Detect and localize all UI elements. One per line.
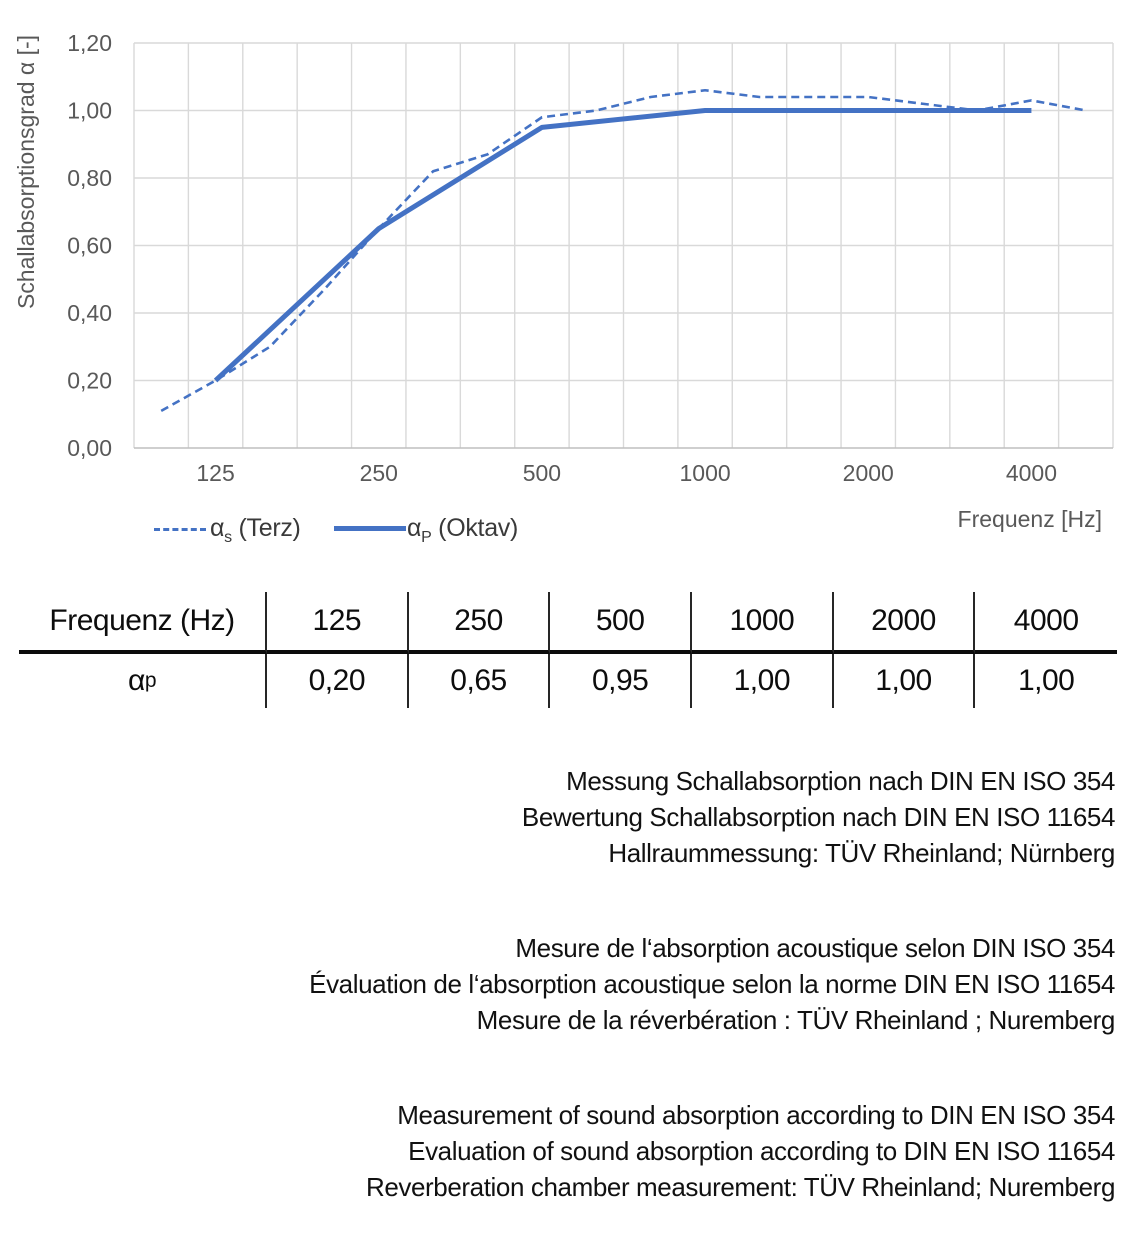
axis-tick-labels [67,30,1057,486]
chart-canvas [0,0,1135,560]
table-value-cell: 0,65 [409,654,551,708]
note-line: Évaluation de l‘absorption acoustique selon la norme DIN EN ISO 11654 [309,969,1115,999]
x-tick-label: 500 [522,460,562,486]
x-tick-label: 250 [359,460,398,486]
table-header-label: Frequenz (Hz) [19,592,267,654]
table-row-label: α p [19,654,267,708]
x-tick-label: 125 [196,460,235,486]
legend-sample-solid-line [334,526,406,531]
legend-label: $\alpha_s$ (Terz) [210,514,301,546]
legend-sample-dashed-line [154,528,206,531]
y-tick-label: 0,00 [67,435,112,461]
note-line: Messung Schallabsorption nach DIN EN ISO 354 [566,766,1115,796]
x-tick-label: 4000 [1005,460,1058,486]
note-block-en [20,1097,1115,1205]
y-tick-label: 1,00 [67,97,112,124]
x-tick-label: 1000 [679,460,731,486]
table-header-frequency: 4000 [975,592,1117,654]
notes [20,763,1115,1234]
note-block-de [20,763,1115,871]
table-header-frequency: 125 [267,592,409,654]
note-line: Measurement of sound absorption according to DIN EN ISO 354 [397,1100,1115,1130]
note-line: Mesure de la réverbération : TÜV Rheinland ; Nuremberg [476,1005,1115,1035]
table-header-frequency: 250 [409,592,551,654]
frequency-table [19,592,1117,708]
table-value-cell: 1,00 [1017,664,1075,697]
table-value-cell: 0,95 [550,654,692,708]
y-tick-label: 0,20 [67,367,112,394]
table-value-cell: 1,00 [692,654,834,708]
table-value-cell: 0,20 [267,654,409,708]
y-tick-label: 0,60 [67,232,112,259]
x-tick-label: 2000 [842,460,894,486]
y-tick-label: 0,80 [67,165,112,191]
legend-label: $\alpha_P$ (Oktav) [407,514,519,546]
note-line: Evaluation of sound absorption according to DIN EN ISO 11654 [408,1136,1115,1166]
absorption-chart [0,0,1135,560]
y-axis-title: Schallabsorptionsgrad α [-] [13,34,39,310]
table-header-frequency: 500 [550,592,692,654]
x-axis-title: Frequenz [Hz] [957,506,1102,532]
note-block-fr [20,930,1115,1038]
note-line: Mesure de l‘absorption acoustique selon DIN ISO 354 [515,933,1115,963]
y-tick-label: 0,40 [67,300,112,326]
grid-lines [134,43,1113,448]
note-line: Reverberation chamber measurement: TÜV Rheinland; Nuremberg [365,1172,1115,1202]
y-tick-label: 1,20 [67,30,112,56]
table-value-cell: 1,00 [834,654,976,708]
note-line: Bewertung Schallabsorption nach DIN EN ISO 11654 [521,802,1115,832]
table-header-frequency: 2000 [834,592,976,654]
note-line: Hallraummessung: TÜV Rheinland; Nürnberg [608,838,1115,868]
table-header-frequency: 1000 [692,592,834,654]
